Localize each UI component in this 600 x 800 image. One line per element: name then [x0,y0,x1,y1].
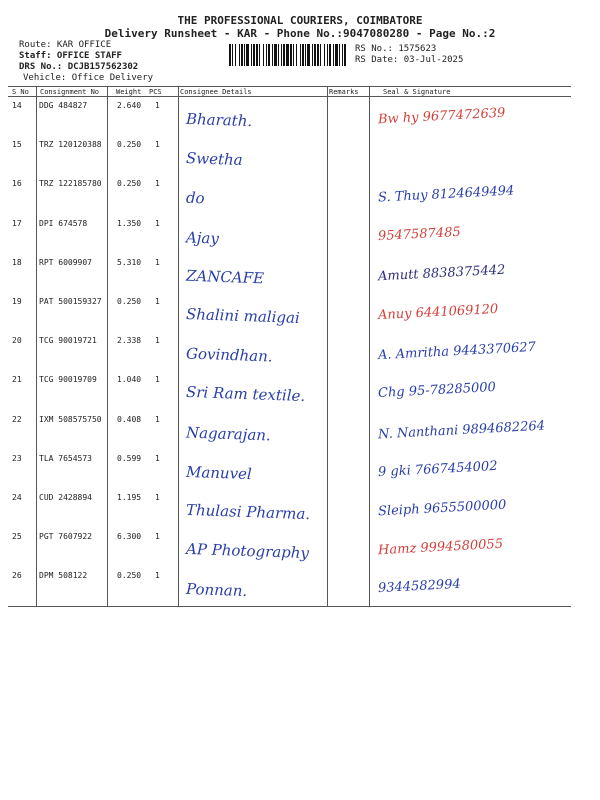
table-bottom-border [8,606,571,607]
document-subtitle: Delivery Runsheet - KAR - Phone No.:9047080280 - Page No.:2 [104,27,496,40]
barcode-bar [278,44,279,66]
barcode-bar [272,44,273,66]
col-header-weight: Weight [116,88,142,96]
col-divider [327,86,328,606]
row-weight: 6.300 [117,532,142,542]
row-weight: 2.338 [117,336,142,346]
row-signature-handwritten: Amutt 8838375442 [377,262,506,285]
barcode-bar [253,44,255,66]
barcode-bar [312,44,313,66]
row-pcs: 1 [155,297,160,306]
row-consignee-handwritten: Thulasi Pharma. [185,500,311,524]
barcode-bar [256,44,258,66]
row-pcs: 1 [155,218,160,228]
row-pcs: 1 [155,101,160,110]
row-consignee-handwritten: AP Photography [185,540,310,563]
header-bottom-border [8,96,571,97]
row-sno: 17 [12,218,22,228]
col-header-seal: Seal & Signature [383,88,451,96]
row-consignment-no: DPI 674578 [39,218,88,228]
barcode-bar [229,44,231,66]
row-consignment-no: PGT 7607922 [39,532,92,542]
row-weight: 5.310 [117,257,142,267]
row-sno: 20 [12,336,22,346]
col-header-pcs: PCS [149,88,162,96]
row-signature-handwritten: Chg 95-78285000 [377,380,497,402]
row-pcs: 1 [155,336,160,346]
row-signature-handwritten: 9 gki 7667454002 [377,458,498,480]
row-sno: 15 [12,140,22,150]
row-consignment-no: TCG 90019709 [39,375,97,385]
col-divider [107,86,108,606]
row-signature-handwritten: N. Nanthani 9894682264 [377,418,546,442]
row-consignment-no: TRZ 120120388 [39,140,102,150]
route-label: Route: KAR OFFICE [19,40,112,50]
row-pcs: 1 [155,257,160,267]
barcode-bar [327,44,328,66]
barcode-bar [268,44,270,66]
col-header-remarks: Remarks [329,88,359,96]
row-consignment-no: DDG 484827 [39,101,88,110]
row-pcs: 1 [155,493,160,502]
row-signature-handwritten: Hamz 9994580055 [377,536,504,559]
row-signature-handwritten: S. Thuy 8124649494 [377,183,515,206]
row-consignment-no: RPT 6009907 [39,257,92,267]
row-weight: 1.350 [117,218,142,228]
row-sno: 22 [12,414,22,424]
barcode-bar [329,44,331,66]
col-header-sno: S No [12,88,29,96]
barcode-bar [235,44,236,66]
barcode-bar [339,44,340,66]
row-sno: 14 [12,101,22,110]
document-title: THE PROFESSIONAL COURIERS, COIMBATORE [177,14,423,27]
row-weight: 0.408 [117,414,142,424]
barcode-bar [335,44,338,66]
row-consignee-handwritten: Govindhan. [185,344,273,366]
row-signature-handwritten: A. Amritha 9443370627 [377,340,537,364]
row-consignment-no: TCG 90019721 [39,336,97,346]
barcode-bar [293,44,294,66]
row-sno: 25 [12,532,22,542]
row-pcs: 1 [155,140,160,150]
barcode-bar [317,44,319,66]
row-pcs: 1 [155,532,160,542]
barcode-bar [320,44,321,66]
barcode-bar [305,44,306,66]
row-consignment-no: PAT 500159327 [39,297,102,306]
row-consignee-handwritten: Shalini maligai [185,305,301,327]
row-consignment-no: CUD 2428894 [39,493,92,502]
barcode-bar [241,44,243,66]
barcode-bar [302,44,304,66]
row-signature-handwritten: Sleiph 9655500000 [377,497,507,520]
row-weight: 0.250 [117,297,142,306]
row-sno: 24 [12,493,22,502]
row-pcs: 1 [155,571,160,581]
row-consignee-handwritten: Ponnan. [185,580,248,601]
barcode-bar [246,44,249,66]
row-sno: 21 [12,375,22,385]
barcode-bar [274,44,277,66]
row-sno: 18 [12,257,22,267]
barcode-bar [239,44,240,66]
row-signature-handwritten: Anuy 6441069120 [377,301,499,324]
barcode-bar [300,44,301,66]
row-signature-handwritten: 9344582994 [377,577,462,597]
row-pcs: 1 [155,375,160,385]
row-pcs: 1 [155,414,160,424]
row-weight: 0.599 [117,453,142,463]
row-sno: 19 [12,297,22,306]
barcode-bar [263,44,264,66]
barcode-bar [266,44,267,66]
barcode-bar [232,44,233,66]
barcode-bar [324,44,325,66]
barcode-bar [296,44,297,66]
vehicle-label: Vehicle: Office Delivery [23,73,154,83]
row-pcs: 1 [155,179,160,189]
barcode-bar [286,44,289,66]
row-consignee-handwritten: Swetha [185,149,243,170]
barcode-bar [342,44,343,66]
row-pcs: 1 [155,453,160,463]
barcode-graphic [228,44,348,66]
col-header-consignee: Consignee Details [180,88,252,96]
table-top-border [8,86,571,87]
row-consignee-handwritten: ZANCAFE [185,266,265,288]
row-consignee-handwritten: Ajay [185,228,220,248]
barcode-bar [333,44,334,66]
row-consignment-no: TRZ 122185780 [39,179,102,189]
drs-label: DRS No.: DCJB157562302 [19,62,139,72]
row-sno: 16 [12,179,22,189]
row-weight: 2.640 [117,101,142,110]
barcode [228,44,348,66]
barcode-bar [314,44,316,66]
row-consignee-handwritten: Bharath. [185,109,253,131]
barcode-bar [283,44,285,66]
row-consignee-handwritten: Nagarajan. [185,423,272,445]
row-weight: 1.195 [117,493,142,502]
row-consignee-handwritten: Manuvel [185,462,253,483]
row-weight: 0.250 [117,179,142,189]
rs-number: RS No.: 1575623 [355,44,437,54]
row-consignment-no: DPM 508122 [39,571,88,581]
row-consignee-handwritten: Sri Ram textile. [185,383,306,406]
row-signature-handwritten: 9547587485 [377,224,462,244]
row-weight: 0.250 [117,571,142,581]
col-divider [369,86,370,606]
row-weight: 0.250 [117,140,142,150]
col-header-consignment: Consignment No [40,88,100,96]
barcode-bar [251,44,252,66]
barcode-bar [344,44,346,66]
row-signature-handwritten: Bw hy 9677472639 [377,105,506,128]
row-consignment-no: IXM 508575750 [39,414,102,424]
row-weight: 1.040 [117,375,142,385]
barcode-bar [259,44,260,66]
col-divider [178,86,179,606]
barcode-bar [281,44,282,66]
rs-date: RS Date: 03-Jul-2025 [355,55,464,65]
row-sno: 26 [12,571,22,581]
barcode-bar [244,44,245,66]
barcode-bar [307,44,310,66]
col-divider [36,86,37,606]
staff-label: Staff: OFFICE STAFF [19,51,122,61]
row-consignee-handwritten: do [185,189,205,208]
row-consignment-no: TLA 7654573 [39,453,92,463]
row-sno: 23 [12,453,22,463]
barcode-bar [290,44,292,66]
